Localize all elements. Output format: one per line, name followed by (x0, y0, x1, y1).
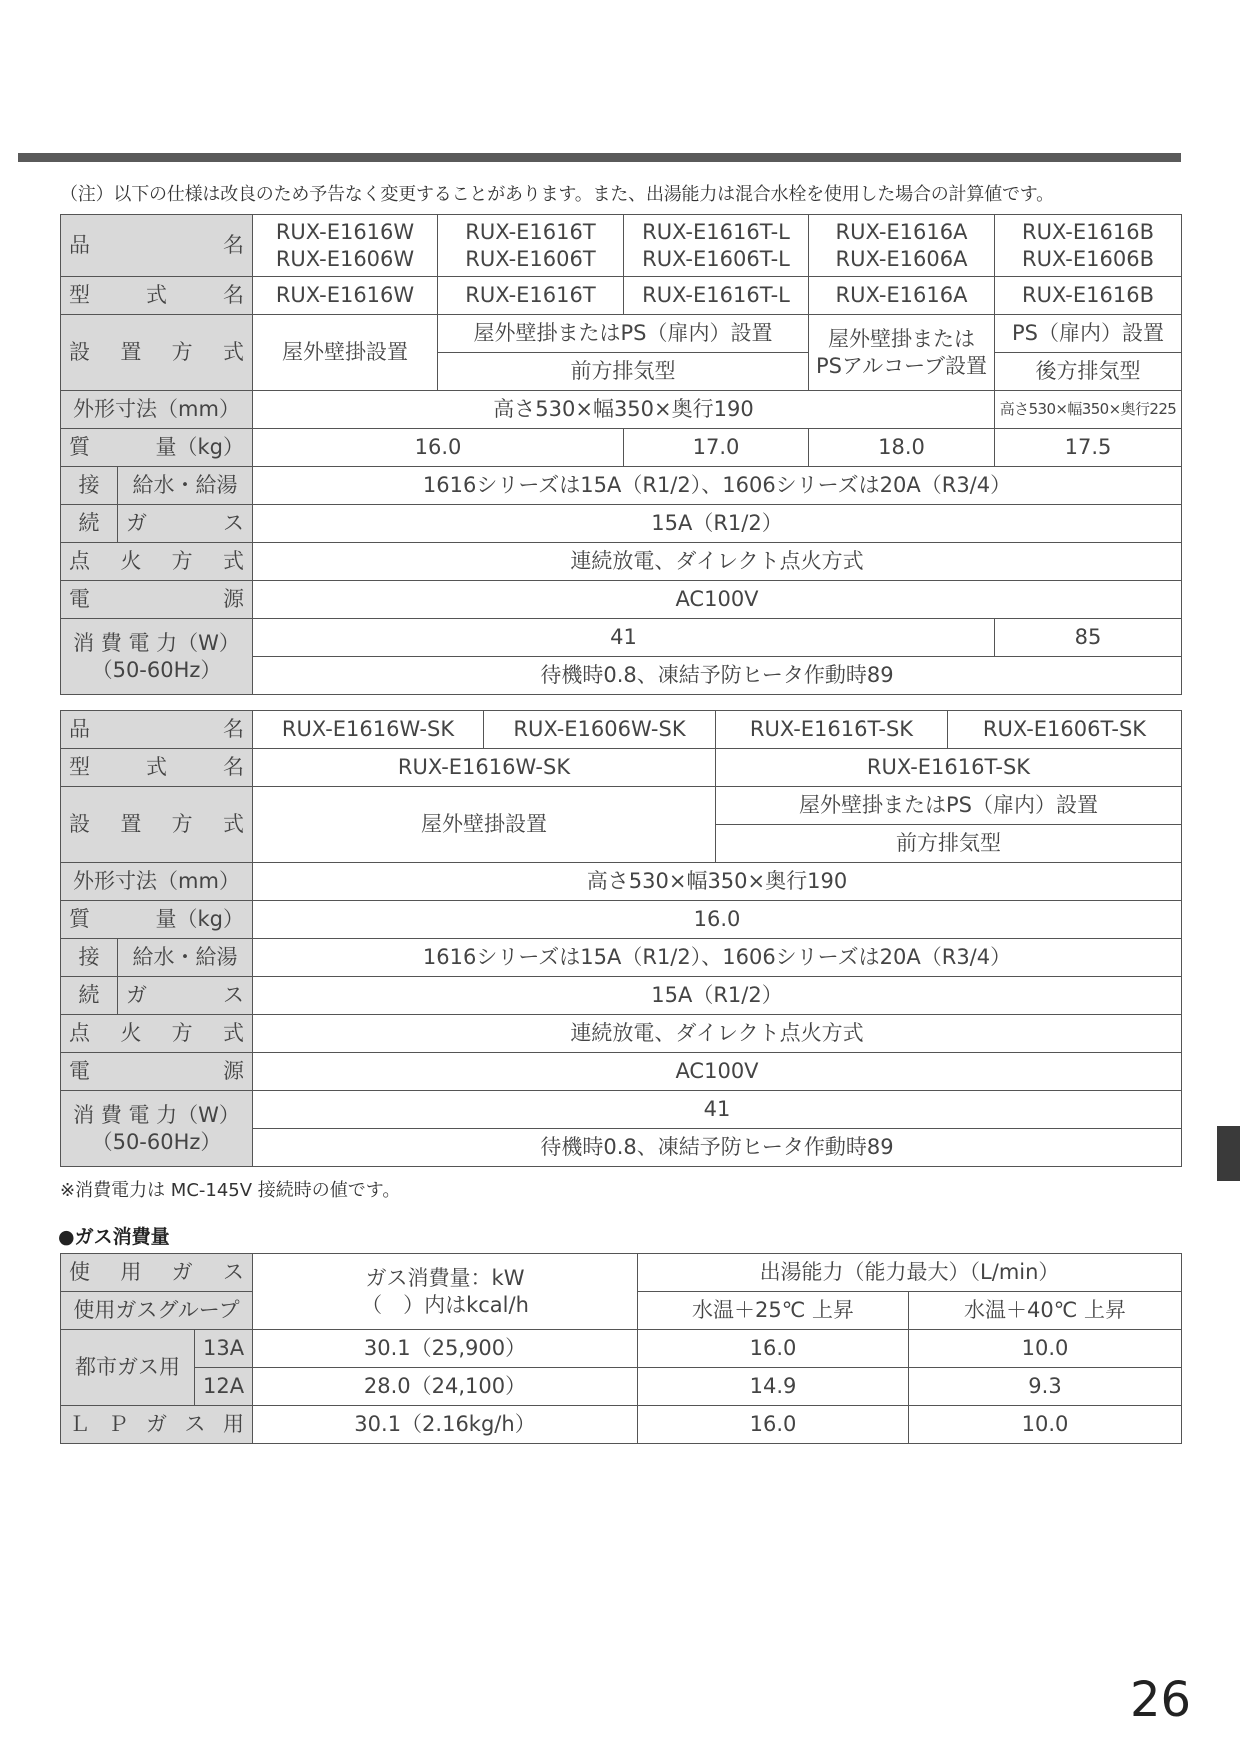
model-name-cell: RUX-E1616A RUX-E1606A (809, 215, 995, 277)
model-type-cell: RUX-E1616T (438, 277, 624, 315)
label-city-gas: 都市ガス用 (61, 1330, 195, 1406)
weight-cell: 16.0 (253, 429, 624, 467)
label-13a: 13A (195, 1330, 253, 1368)
label-weight: 質 量（kg） (61, 901, 253, 939)
table-row (61, 1368, 1182, 1406)
header-rule (18, 153, 1181, 162)
model-name-cell: RUX-E1616T-L RUX-E1606T-L (624, 215, 809, 277)
label-gas: ガ ス (118, 977, 253, 1015)
spec-table-2 (60, 710, 1182, 1167)
table-row (61, 1015, 1182, 1053)
label-12a: 12A (195, 1368, 253, 1406)
consumption-cell: 28.0（24,100） (253, 1368, 638, 1406)
table-row (61, 391, 1182, 429)
model-name-cell: RUX-E1616T RUX-E1606T (438, 215, 624, 277)
install-wall-cell: 屋外壁掛設置 (253, 787, 716, 863)
capacity-40-cell: 10.0 (909, 1330, 1182, 1368)
power-supply-cell: AC100V (253, 1053, 1182, 1091)
capacity-25-cell: 16.0 (638, 1330, 909, 1368)
install-ps-cell: PS（扉内）設置 (995, 315, 1182, 353)
label-hinmei: 品 名 (61, 215, 253, 277)
ignition-cell: 連続放電、ダイレクト点火方式 (253, 543, 1182, 581)
capacity-25-cell: 14.9 (638, 1368, 909, 1406)
water-connection-cell: 1616シリーズは15A（R1/2）、1606シリーズは20A（R3/4） (253, 939, 1182, 977)
table-row (61, 1053, 1182, 1091)
table-row (61, 315, 1182, 353)
consumption-cell: 30.1（2.16kg/h） (253, 1406, 638, 1444)
model-name-cell: RUX-E1616W RUX-E1606W (253, 215, 438, 277)
ignition-cell: 連続放電、ダイレクト点火方式 (253, 1015, 1182, 1053)
section-tab (1217, 1126, 1240, 1181)
model-name-cell: RUX-E1606T-SK (948, 711, 1182, 749)
label-setsu: 接 (61, 939, 118, 977)
table-row (61, 711, 1182, 749)
label-setsu: 接 (61, 467, 118, 505)
exhaust-front-cell: 前方排気型 (438, 353, 809, 391)
label-zoku: 続 (61, 977, 118, 1015)
label-dengen: 電 源 (61, 581, 253, 619)
label-gas-group: 使用ガスグループ (61, 1292, 253, 1330)
label-weight: 質 量（kg） (61, 429, 253, 467)
label-dengen: 電 源 (61, 1053, 253, 1091)
label-setchi: 設 置 方 式 (61, 315, 253, 391)
install-wall-cell: 屋外壁掛設置 (253, 315, 438, 391)
power-supply-cell: AC100V (253, 581, 1182, 619)
water-connection-cell: 1616シリーズは15A（R1/2）、1606シリーズは20A（R3/4） (253, 467, 1182, 505)
weight-cell: 17.5 (995, 429, 1182, 467)
table-row (61, 505, 1182, 543)
table-row (61, 787, 1182, 825)
power-consumption-cell: 41 (253, 1091, 1182, 1129)
table-row (61, 581, 1182, 619)
label-gas: ガ ス (118, 505, 253, 543)
spec-table-1 (60, 214, 1182, 695)
weight-cell: 17.0 (624, 429, 809, 467)
label-use-gas: 使 用 ガ ス (61, 1254, 253, 1292)
table-row (61, 215, 1182, 277)
model-type-cell: RUX-E1616W-SK (253, 749, 716, 787)
dimensions-cell: 高さ530×幅350×奥行190 (253, 863, 1182, 901)
label-kyusui: 給水・給湯 (118, 939, 253, 977)
table-row (61, 467, 1182, 505)
label-power: 消 費 電 力（W） （50-60Hz） (61, 1091, 253, 1167)
label-tenka: 点 火 方 式 (61, 1015, 253, 1053)
consumption-cell: 30.1（25,900） (253, 1330, 638, 1368)
header-temp-40: 水温＋40℃ 上昇 (909, 1292, 1182, 1330)
label-gaikei: 外形寸法（mm） (61, 863, 253, 901)
standby-power-cell: 待機時0.8、凍結予防ヒータ作動時89 (253, 1129, 1182, 1167)
model-type-cell: RUX-E1616A (809, 277, 995, 315)
install-alcove-cell: 屋外壁掛または PSアルコーブ設置 (809, 315, 995, 391)
table-row (61, 939, 1182, 977)
table-row (61, 749, 1182, 787)
capacity-40-cell: 10.0 (909, 1406, 1182, 1444)
table-row (61, 1330, 1182, 1368)
header-temp-25: 水温＋25℃ 上昇 (638, 1292, 909, 1330)
table-row (61, 901, 1182, 939)
table-row (61, 1254, 1182, 1292)
label-lp-gas: Ｌ Ｐ ガ ス 用 (61, 1406, 253, 1444)
model-type-cell: RUX-E1616T-SK (716, 749, 1182, 787)
model-name-cell: RUX-E1616W-SK (253, 711, 484, 749)
table-row (61, 429, 1182, 467)
exhaust-front-cell: 前方排気型 (716, 825, 1182, 863)
power-consumption-cell: 85 (995, 619, 1182, 657)
header-capacity: 出湯能力（能力最大）（L/min） (638, 1254, 1182, 1292)
capacity-25-cell: 16.0 (638, 1406, 909, 1444)
table-row (61, 863, 1182, 901)
capacity-40-cell: 9.3 (909, 1368, 1182, 1406)
page-number: 26 (1130, 1672, 1192, 1728)
model-name-cell: RUX-E1616B RUX-E1606B (995, 215, 1182, 277)
gas-connection-cell: 15A（R1/2） (253, 977, 1182, 1015)
install-wall-ps-cell: 屋外壁掛またはPS（扉内）設置 (438, 315, 809, 353)
table-row (61, 977, 1182, 1015)
model-name-cell: RUX-E1616T-SK (716, 711, 948, 749)
dimensions-b-cell: 高さ530×幅350×奥行225 (995, 391, 1182, 429)
spec-note: （注）以下の仕様は改良のため予告なく変更することがあります。また、出湯能力は混合水栓を使用した場合の計算値です。 (60, 184, 1054, 205)
label-tenka: 点 火 方 式 (61, 543, 253, 581)
model-type-cell: RUX-E1616W (253, 277, 438, 315)
label-katashiki: 型 式 名 (61, 277, 253, 315)
table-row (61, 1091, 1182, 1129)
weight-cell: 18.0 (809, 429, 995, 467)
gas-connection-cell: 15A（R1/2） (253, 505, 1182, 543)
gas-consumption-table (60, 1253, 1182, 1444)
exhaust-rear-cell: 後方排気型 (995, 353, 1182, 391)
label-setchi: 設 置 方 式 (61, 787, 253, 863)
footnote: ※消費電力は MC-145V 接続時の値です。 (60, 1180, 401, 1201)
power-consumption-cell: 41 (253, 619, 995, 657)
label-hinmei: 品 名 (61, 711, 253, 749)
table-row (61, 619, 1182, 657)
section-title-gas: ●ガス消費量 (58, 1226, 170, 1248)
model-name-cell: RUX-E1606W-SK (484, 711, 716, 749)
table-row (61, 1406, 1182, 1444)
install-wall-ps-cell: 屋外壁掛またはPS（扉内）設置 (716, 787, 1182, 825)
model-type-cell: RUX-E1616T-L (624, 277, 809, 315)
table-row (61, 277, 1182, 315)
dimensions-cell: 高さ530×幅350×奥行190 (253, 391, 995, 429)
label-katashiki: 型 式 名 (61, 749, 253, 787)
weight-cell: 16.0 (253, 901, 1182, 939)
label-gaikei: 外形寸法（mm） (61, 391, 253, 429)
label-zoku: 続 (61, 505, 118, 543)
model-type-cell: RUX-E1616B (995, 277, 1182, 315)
label-kyusui: 給水・給湯 (118, 467, 253, 505)
standby-power-cell: 待機時0.8、凍結予防ヒータ作動時89 (253, 657, 1182, 695)
label-power: 消 費 電 力（W） （50-60Hz） (61, 619, 253, 695)
header-consumption: ガス消費量：kW （ ）内はkcal/h (253, 1254, 638, 1330)
table-row (61, 543, 1182, 581)
